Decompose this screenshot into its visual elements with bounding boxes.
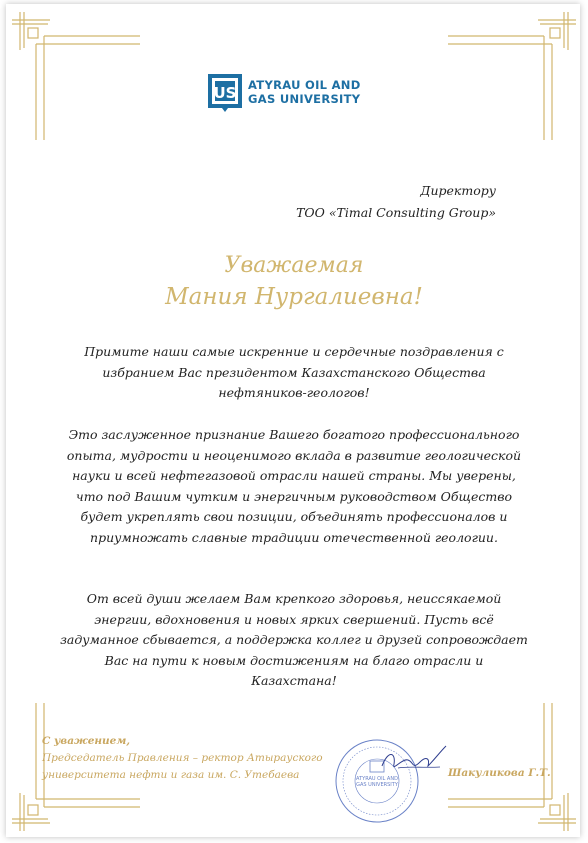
logo-wordmark [248,78,361,106]
paragraph-recognition: Это заслуженное признание Вашего богатого профессионального опыта, мудрости и неоценимого вклада в развитие геологической науки и всей нефтегазовой отрасли нашей страны. Мы уверены, что под Вашим чутким и энергичным руководством Общество будет укреплять свои позиции, объединять профессионалов и приумножать славные традиции отечественной геологии. [66,427,522,545]
stamp-text-2: GAS UNIVERSITY [356,782,398,788]
stamp-text-1: ATYRAU OIL AND [356,776,398,782]
signer-name: Шакуликова Г.Т. [448,767,551,779]
logo-mark: US [213,84,237,102]
paragraph-wishes: От всей души желаем Вам крепкого здоровья, неиссякаемой энергии, вдохновения и новых ярких свершений. Пусть всё задуманное сбывается, а поддержка коллег и друзей сопровождает Вас на пути к новым достижениям на благо отрасли и Казахстана! [60,591,528,688]
regards-text: С уважением, [42,735,130,747]
logo-line-2: GAS UNIVERSITY [248,92,361,106]
paragraph-congratulations: Примите наши самые искренние и сердечные поздравления с избранием Вас президентом Казахстанского Общества нефтяников-геологов! [84,344,504,400]
salutation-line-2: Мания Нургалиевна! [165,284,423,310]
addressee-title: Директору [420,183,496,198]
handwritten-signature [378,740,448,780]
salutation-line-1: Уважаемая [224,253,364,278]
logo-line-1: ATYRAU OIL AND [248,78,361,92]
signer-title-line-2: университета нефти и газа им. С. Утебаева [42,769,300,781]
addressee-company: ТОО «Timal Consulting Group» [296,205,496,220]
signer-title-line-1: Председатель Правления – ректор Атырауского [42,752,323,764]
